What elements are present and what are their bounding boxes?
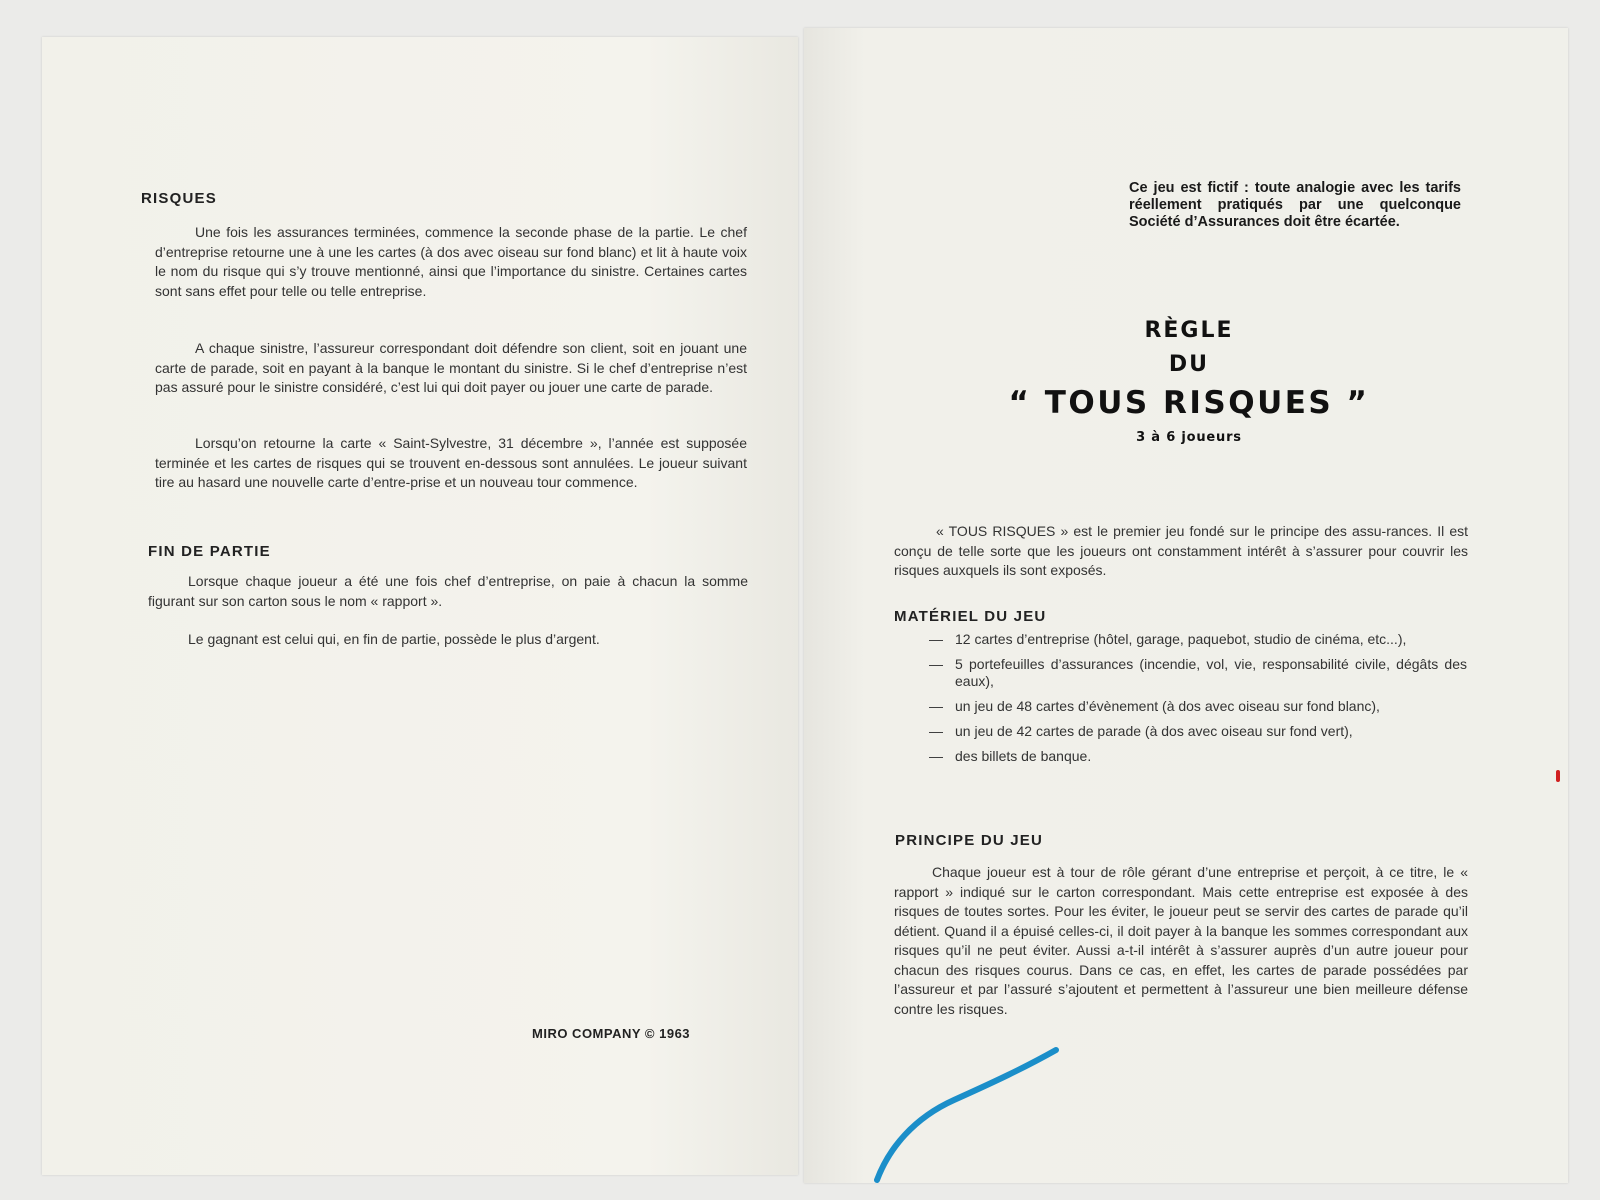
left-page	[42, 37, 798, 1175]
fin-paragraph-2: Le gagnant est celui qui, en fin de partie, possède le plus d’argent.	[188, 631, 600, 647]
red-ink-mark	[1556, 770, 1560, 782]
risques-heading: RISQUES	[141, 190, 217, 207]
disclaimer-notice: Ce jeu est fictif : toute analogie avec les tarifs réellement pratiqués par une quelconque Société d’Assurances doit être écartée.	[1129, 180, 1461, 230]
title-tous-risques: “ TOUS RISQUES ”	[1008, 385, 1370, 421]
list-dash: —	[929, 631, 943, 647]
risques-paragraph-2: A chaque sinistre, l’assureur correspondant doit défendre son client, soit en jouant une carte de parade, soit en payant à la banque le montant du sinistre. Si le chef d’entreprise n’est pas assuré pour le sinistre considéré, c’est lui qui doit payer ou jouer une carte de parade.	[155, 340, 747, 395]
materiel-heading: MATÉRIEL DU JEU	[894, 608, 1047, 625]
risques-paragraph-1: Une fois les assurances terminées, commence la seconde phase de la partie. Le chef d’entreprise retourne une à une les cartes (à dos avec oiseau sur fond blanc) et lit à haute voix le nom du risque qui s’y trouve mentionné, ainsi que l’importance du sinistre. Certaines cartes sont sans effet pour telle ou telle entreprise.	[155, 224, 747, 299]
risques-paragraph-3: Lorsqu’on retourne la carte « Saint-Sylvestre, 31 décembre », l’année est supposée terminée et les cartes de risques qui se trouvent en-dessous sont annulées. Le joueur suivant tire au hasard une nouvelle carte d’entre-prise et un nouveau tour commence.	[155, 435, 747, 490]
intro-paragraph: « TOUS RISQUES » est le premier jeu fondé sur le principe des assu-rances. Il est conçu de telle sorte que les joueurs ont constamment intérêt à s’assurer pour couvrir les risques auxquels ils sont exposés.	[894, 523, 1468, 578]
materiel-list	[929, 631, 1467, 765]
pen-stroke-mark	[844, 1038, 1084, 1188]
principe-heading: PRINCIPE DU JEU	[895, 832, 1044, 849]
list-dash: —	[929, 748, 943, 764]
players-count: 3 à 6 joueurs	[1136, 430, 1242, 445]
title-line-regle: RÈGLE	[1144, 318, 1234, 343]
right-page	[804, 28, 1568, 1183]
list-item: — un jeu de 48 cartes d’évènement (à dos avec oiseau sur fond blanc),	[929, 698, 1380, 714]
copyright-footer: MIRO COMPANY © 1963	[532, 1026, 691, 1041]
list-item: — des billets de banque.	[929, 748, 1092, 764]
fin-paragraph-1: Lorsque chaque joueur a été une fois chef d’entreprise, on paie à chacun la somme figurant sur son carton sous le nom « rapport ».	[148, 573, 748, 609]
list-dash: —	[929, 723, 943, 739]
list-dash: —	[929, 698, 943, 714]
list-dash: —	[929, 656, 943, 672]
list-item: — un jeu de 42 cartes de parade (à dos avec oiseau sur fond vert),	[929, 723, 1353, 739]
title-line-du: DU	[1168, 352, 1210, 377]
list-item: — 12 cartes d’entreprise (hôtel, garage, paquebot, studio de cinéma, etc...),	[929, 631, 1407, 647]
principe-paragraph: Chaque joueur est à tour de rôle gérant d’une entreprise et perçoit, à ce titre, le « rapport » indiqué sur le carton correspondant. Mais cette entreprise est exposée à des risques de toutes sortes. Pour les éviter, le joueur peut se servir des cartes de parade qu’il détient. Quand il a épuisé celles-ci, il doit payer à la banque les sommes correspondant aux risques qu’il ne peut éviter. Aussi a-t-il intérêt à s’assurer auprès d’un autre joueur pour chacun des risques courus. Dans ce cas, en effet, les cartes de parade possédées par l’assureur et par l’assuré s’ajoutent et permettent à l’assureur une bien meilleure défense contre les risques.	[894, 864, 1468, 1017]
list-item: — 5 portefeuilles d’assurances (incendie, vol, vie, responsabilité civile, dégâts des eaux),	[929, 656, 1467, 689]
fin-de-partie-heading: FIN DE PARTIE	[148, 543, 271, 560]
